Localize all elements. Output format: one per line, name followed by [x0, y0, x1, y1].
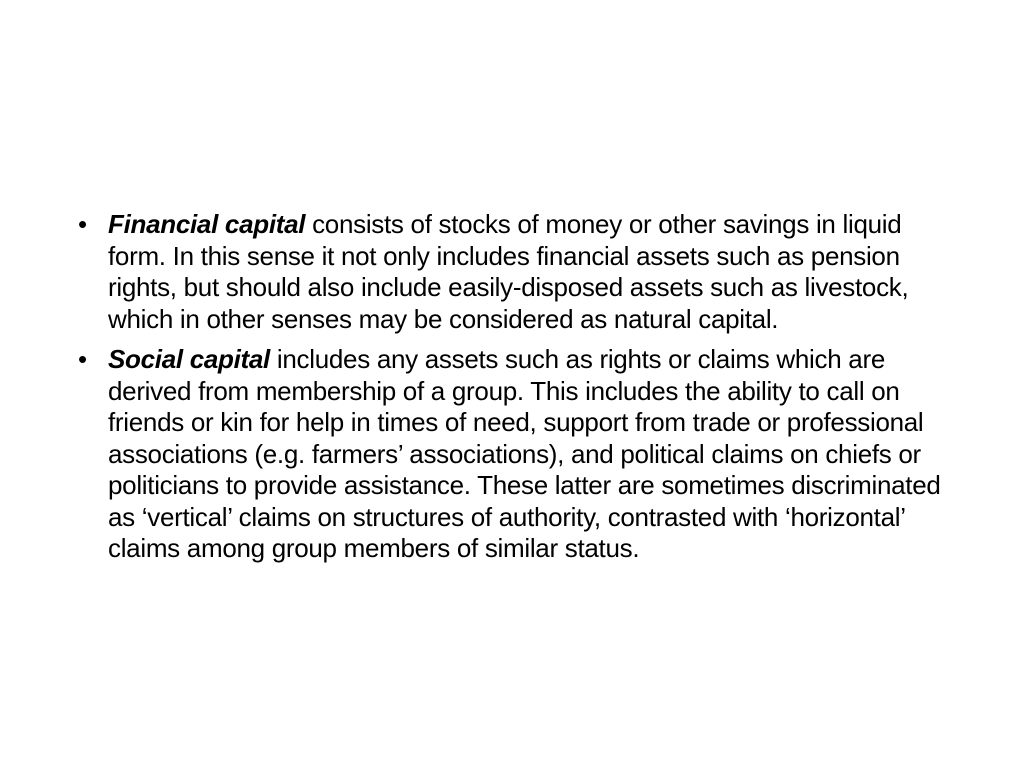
financial-capital-term: Financial capital [108, 209, 306, 239]
bullet-marker: • [78, 344, 87, 374]
social-capital-term: Social capital [108, 344, 270, 374]
financial-capital-description: consists of stocks of money or other savings in liquid form. In this sense it not only includes financial assets such as pension rights, but should also include easily-disposed assets such as livestock, which in other senses may be considered as natural capital. [108, 209, 909, 334]
bullet-list [77, 209, 943, 574]
bullet-social-capital [77, 344, 943, 565]
bullet-financial-capital [77, 209, 943, 335]
bullet-marker: • [78, 209, 87, 239]
social-capital-description: includes any assets such as rights or claims which are derived from membership of a group. This includes the ability to call on friends or kin for help in times of need, support from trade or professional associations (e.g. farmers’ associations), and political claims on chiefs or politicians to provide assistance. These latter are sometimes discriminated as ‘vertical’ claims on structures of authority, contrasted with ‘horizontal’ claims among group members of similar status. [108, 344, 941, 563]
